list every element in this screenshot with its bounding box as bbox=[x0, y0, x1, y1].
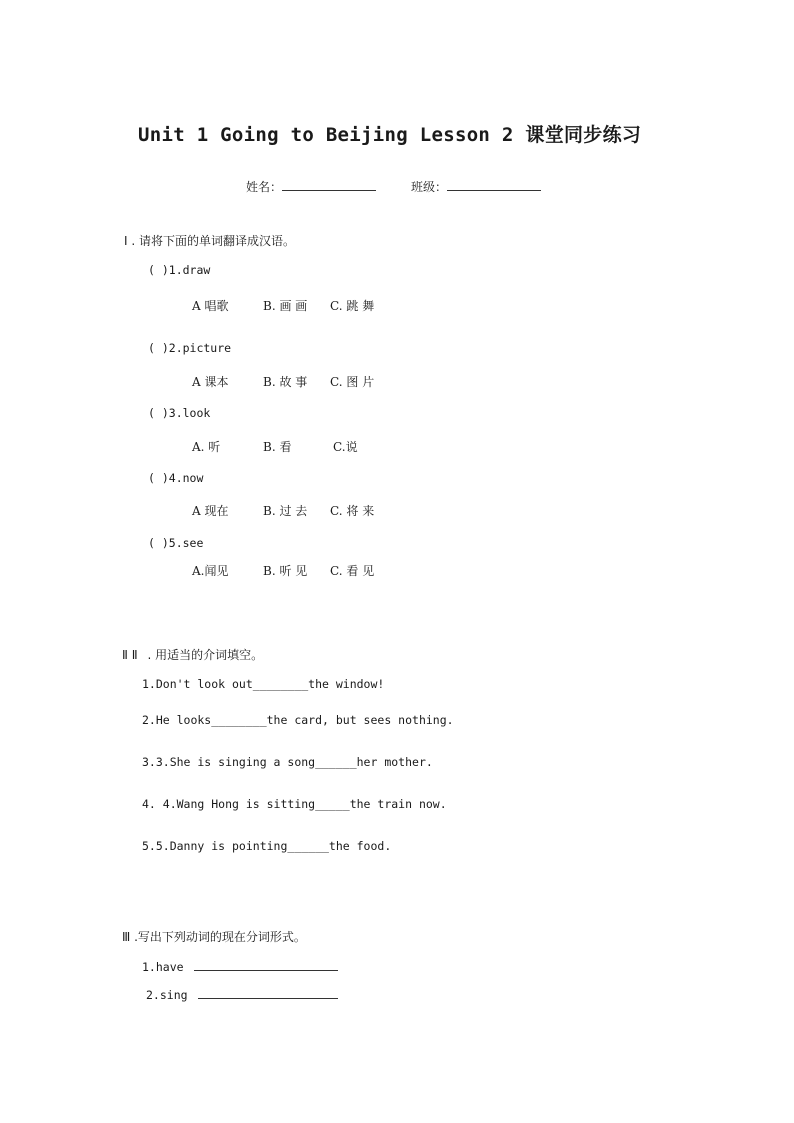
fill-blank-item: 5.5.Danny is pointing______the food. bbox=[142, 839, 392, 853]
student-name-row bbox=[246, 178, 376, 195]
option-a[interactable]: A.闻见 bbox=[192, 564, 229, 578]
section3-heading: Ⅲ .写出下列动词的现在分词形式。 bbox=[122, 930, 306, 944]
answer-options bbox=[192, 438, 358, 455]
section2-heading bbox=[122, 646, 263, 663]
fill-blank-item: 3.3.She is singing a song______her mother. bbox=[142, 755, 433, 769]
fill-blank-item: 4. 4.Wang Hong is sitting_____the train now. bbox=[142, 797, 447, 811]
answer-blank[interactable] bbox=[194, 958, 338, 971]
verb-label: 2.sing bbox=[146, 988, 188, 1002]
section1-heading: Ⅰ . 请将下面的单词翻译成汉语。 bbox=[124, 234, 295, 248]
option-a[interactable]: A 唱歌 bbox=[192, 299, 229, 313]
class-blank[interactable] bbox=[447, 178, 541, 191]
option-c[interactable]: C. 跳 舞 bbox=[330, 299, 375, 313]
title-chinese: 课堂同步练习 bbox=[525, 124, 642, 146]
option-b[interactable]: B. 听 见 bbox=[263, 564, 308, 578]
answer-options bbox=[192, 373, 374, 390]
fill-blank-item: 1.Don't look out________the window! bbox=[142, 677, 385, 691]
name-blank[interactable] bbox=[282, 178, 376, 191]
answer-options bbox=[192, 297, 374, 314]
option-b[interactable]: B. 过 去 bbox=[263, 504, 308, 518]
option-c[interactable]: C. 图 片 bbox=[330, 375, 375, 389]
option-a[interactable]: A 现在 bbox=[192, 504, 229, 518]
question-stem: ( )3.look bbox=[148, 406, 211, 420]
option-c[interactable]: C. 将 来 bbox=[330, 504, 375, 518]
question-stem: ( )1.draw bbox=[148, 263, 211, 277]
verb-label: 1.have bbox=[142, 960, 184, 974]
option-c[interactable]: C.说 bbox=[333, 440, 358, 454]
name-label: 姓名： bbox=[246, 180, 283, 194]
section2-number: Ⅱ Ⅱ bbox=[122, 648, 138, 662]
page-title bbox=[138, 120, 641, 147]
answer-options bbox=[192, 562, 374, 579]
verb-item bbox=[146, 986, 338, 1002]
section2-text: . 用适当的介词填空。 bbox=[147, 648, 264, 662]
answer-blank[interactable] bbox=[198, 986, 338, 999]
option-c[interactable]: C. 看 见 bbox=[330, 564, 375, 578]
student-class-row bbox=[411, 178, 541, 195]
verb-item bbox=[142, 958, 338, 974]
title-english: Unit 1 Going to Beijing Lesson 2 bbox=[138, 124, 514, 146]
option-a[interactable]: A. 听 bbox=[192, 440, 221, 454]
fill-blank-item: 2.He looks________the card, but sees nothing. bbox=[142, 713, 454, 727]
class-label: 班级： bbox=[411, 180, 448, 194]
option-b[interactable]: B. 画 画 bbox=[263, 299, 308, 313]
option-b[interactable]: B. 故 事 bbox=[263, 375, 308, 389]
question-stem: ( )5.see bbox=[148, 536, 204, 550]
question-stem: ( )2.picture bbox=[148, 341, 232, 355]
option-b[interactable]: B. 看 bbox=[263, 440, 292, 454]
answer-options bbox=[192, 502, 374, 519]
question-stem: ( )4.now bbox=[148, 471, 204, 485]
option-a[interactable]: A 课本 bbox=[192, 375, 229, 389]
